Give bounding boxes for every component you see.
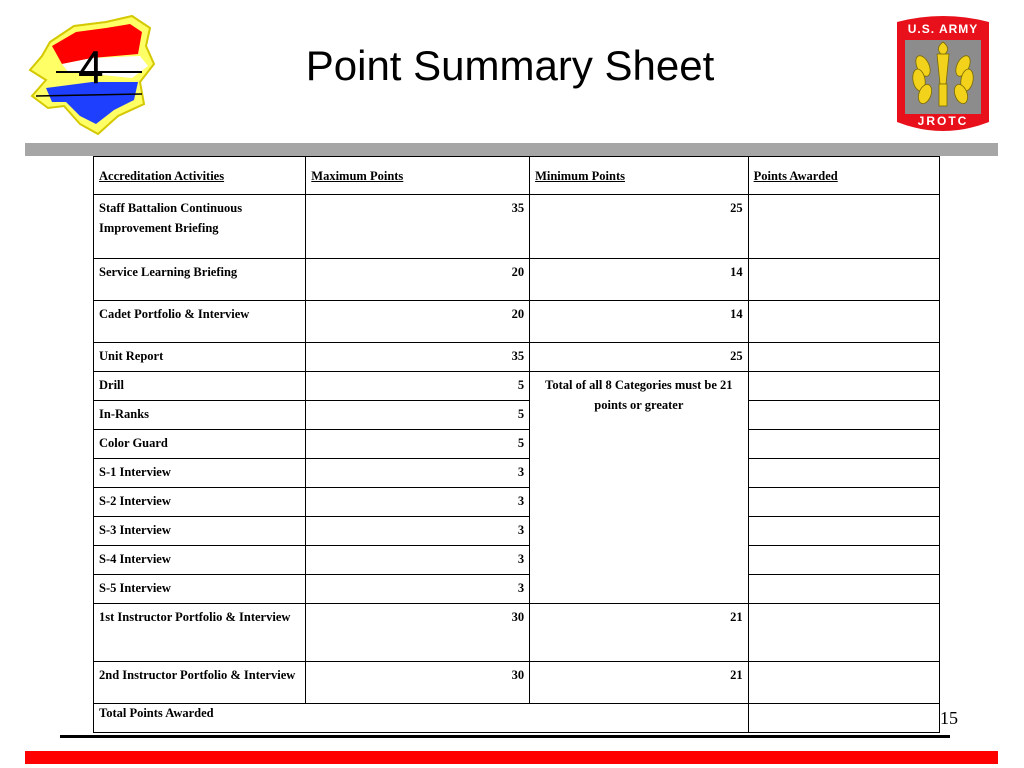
- max-points-cell: 35: [306, 343, 530, 372]
- points-awarded-cell[interactable]: [748, 488, 939, 517]
- total-row: [94, 704, 940, 733]
- table-row: [94, 662, 940, 704]
- max-points-cell: 20: [306, 301, 530, 343]
- min-points-cell: 21: [530, 604, 749, 662]
- points-awarded-cell[interactable]: [748, 301, 939, 343]
- battalion-logo: [22, 12, 162, 138]
- table-row: [94, 372, 940, 401]
- points-awarded-cell[interactable]: [748, 343, 939, 372]
- points-awarded-cell[interactable]: [748, 372, 939, 401]
- table-row: [94, 488, 940, 517]
- header-divider: [25, 143, 998, 156]
- max-points-cell: 3: [306, 575, 530, 604]
- jrotc-shield-logo: [893, 14, 993, 136]
- page-number: 15: [940, 708, 958, 728]
- max-points-cell: 35: [306, 195, 530, 259]
- total-points-awarded-cell[interactable]: [748, 704, 939, 733]
- shield-top-text: U.S. ARMY: [907, 22, 979, 36]
- header-activities: Accreditation Activities: [94, 157, 306, 195]
- header-minimum-points: Minimum Points: [530, 157, 749, 195]
- max-points-cell: 5: [306, 372, 530, 401]
- min-points-cell: 21: [530, 662, 749, 704]
- points-awarded-cell[interactable]: [748, 195, 939, 259]
- table-row: [94, 517, 940, 546]
- max-points-cell: 5: [306, 430, 530, 459]
- table-row: [94, 430, 940, 459]
- max-points-cell: 3: [306, 459, 530, 488]
- points-awarded-cell[interactable]: [748, 575, 939, 604]
- table-header-row: [94, 157, 940, 195]
- table-row: [94, 195, 940, 259]
- activity-cell: 2nd Instructor Portfolio & Interview: [94, 662, 306, 704]
- page-title: Point Summary Sheet: [305, 42, 715, 89]
- activity-cell: S-5 Interview: [94, 575, 306, 604]
- max-points-cell: 3: [306, 546, 530, 575]
- points-awarded-cell[interactable]: [748, 259, 939, 301]
- table-row: [94, 301, 940, 343]
- points-awarded-cell[interactable]: [748, 546, 939, 575]
- table-row: [94, 401, 940, 430]
- activity-cell: In-Ranks: [94, 401, 306, 430]
- points-awarded-cell[interactable]: [748, 517, 939, 546]
- activity-cell: S-3 Interview: [94, 517, 306, 546]
- battalion-number: 4: [78, 41, 104, 93]
- table-row: [94, 604, 940, 662]
- points-awarded-cell[interactable]: [748, 459, 939, 488]
- max-points-cell: 5: [306, 401, 530, 430]
- activity-cell: S-1 Interview: [94, 459, 306, 488]
- points-awarded-cell[interactable]: [748, 430, 939, 459]
- combined-minimum-note: Total of all 8 Categories must be 21 points or greater: [530, 372, 749, 604]
- activity-cell: Staff Battalion Continuous Improvement Briefing: [94, 195, 306, 259]
- table-row: [94, 343, 940, 372]
- min-points-cell: 25: [530, 343, 749, 372]
- activity-cell: Cadet Portfolio & Interview: [94, 301, 306, 343]
- table-row: [94, 546, 940, 575]
- point-summary-table: [93, 156, 940, 733]
- max-points-cell: 3: [306, 488, 530, 517]
- points-awarded-cell[interactable]: [748, 401, 939, 430]
- activity-cell: Service Learning Briefing: [94, 259, 306, 301]
- points-awarded-cell[interactable]: [748, 662, 939, 704]
- total-points-label: Total Points Awarded: [94, 704, 749, 733]
- footer-rule: [60, 735, 950, 738]
- max-points-cell: 20: [306, 259, 530, 301]
- footer-divider: [25, 751, 998, 764]
- max-points-cell: 30: [306, 662, 530, 704]
- header-points-awarded: Points Awarded: [748, 157, 939, 195]
- min-points-cell: 14: [530, 301, 749, 343]
- max-points-cell: 3: [306, 517, 530, 546]
- min-points-cell: 25: [530, 195, 749, 259]
- table-row: [94, 575, 940, 604]
- activity-cell: 1st Instructor Portfolio & Interview: [94, 604, 306, 662]
- points-awarded-cell[interactable]: [748, 604, 939, 662]
- table-row: [94, 459, 940, 488]
- min-points-cell: 14: [530, 259, 749, 301]
- activity-cell: Color Guard: [94, 430, 306, 459]
- activity-cell: Drill: [94, 372, 306, 401]
- activity-cell: S-2 Interview: [94, 488, 306, 517]
- shield-bottom-text: JROTC: [917, 114, 969, 128]
- activity-cell: S-4 Interview: [94, 546, 306, 575]
- max-points-cell: 30: [306, 604, 530, 662]
- activity-cell: Unit Report: [94, 343, 306, 372]
- header-maximum-points: Maximum Points: [306, 157, 530, 195]
- table-row: [94, 259, 940, 301]
